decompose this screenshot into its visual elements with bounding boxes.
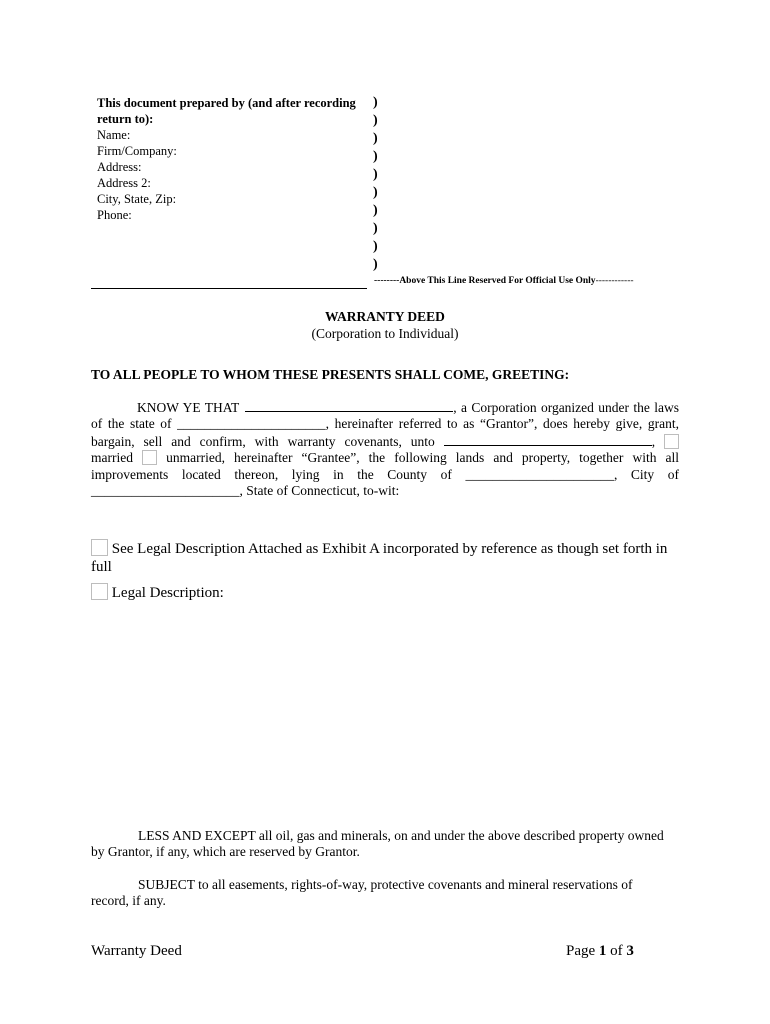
know-ye-label: KNOW YE THAT — [137, 400, 240, 415]
married-label: married — [91, 450, 133, 466]
state-ct-text: , State of Connecticut, to-wit: — [239, 483, 400, 499]
checkbox[interactable] — [664, 434, 679, 449]
exhibit-option-label: See Legal Description Attached as Exhibit A incorporated by reference as though set forth in — [111, 541, 668, 557]
body-line-3 — [91, 433, 679, 450]
subject-line-1: SUBJECT to all easements, rights-of-way, protective covenants and mineral reservations of — [138, 877, 633, 892]
state-label: of the state of — [91, 416, 172, 432]
reserved-dashes-left: -------- — [374, 276, 400, 286]
grantee-name-field[interactable] — [444, 433, 652, 446]
state-blank[interactable]: ______________________ — [177, 416, 326, 432]
field-name-label: Name: — [97, 128, 131, 142]
of-label: of — [610, 943, 623, 959]
conveyance-paragraph — [91, 399, 679, 499]
reserved-dashes-right: ------------ — [595, 276, 634, 286]
subject-line-2: record, if any. — [91, 893, 166, 909]
county-blank[interactable]: ______________________ — [465, 466, 614, 482]
field-address-label: Address: — [97, 160, 142, 174]
unmarried-text: unmarried, hereinafter “Grantee”, the following lands and property, together with all — [166, 450, 680, 466]
legal-description-option — [91, 583, 681, 602]
page-label: Page — [566, 943, 596, 959]
reserved-text: Above This Line Reserved For Official Use Only — [399, 276, 596, 286]
preparer-block — [97, 95, 367, 223]
preparer-heading: This document prepared by (and after recording return to): — [97, 96, 356, 126]
checkbox[interactable] — [91, 583, 108, 600]
document-subtitle: (Corporation to Individual) — [311, 326, 459, 341]
checkbox[interactable] — [91, 539, 108, 556]
less-except-paragraph — [91, 828, 679, 861]
preparer-signature-line — [91, 288, 367, 289]
field-firm-label: Firm/Company: — [97, 144, 177, 158]
less-except-line-2: by Grantor, if any, which are reserved by Grantor. — [91, 844, 360, 860]
paren: ) — [373, 95, 378, 110]
exhibit-option-cont: full — [91, 559, 112, 575]
page-indicator — [566, 943, 634, 960]
field-address2-label: Address 2: — [97, 176, 151, 190]
body-line-6 — [91, 483, 679, 499]
grantor-name-field[interactable] — [245, 399, 453, 412]
less-except-line-1: LESS AND EXCEPT all oil, gas and minerals, on and under the above described property owned — [138, 828, 664, 843]
greeting-heading: TO ALL PEOPLE TO WHOM THESE PRESENTS SHALL COME, GREETING: — [91, 367, 570, 382]
page-number: 1 — [598, 943, 607, 959]
body-line-2 — [91, 416, 679, 432]
paren: ) — [373, 203, 378, 218]
paren: ) — [373, 257, 378, 272]
paren: ) — [373, 239, 378, 254]
grantor-text: , hereinafter referred to as “Grantor”, does hereby give, grant, — [325, 416, 679, 432]
official-use-banner — [374, 276, 634, 286]
body-line-1 — [91, 399, 679, 416]
paren: ) — [373, 149, 378, 164]
paren: ) — [373, 185, 378, 200]
body-line-4 — [91, 450, 679, 466]
document-title: WARRANTY DEED — [325, 309, 445, 324]
city-blank[interactable]: ______________________ — [91, 483, 240, 499]
bargain-text: bargain, sell and confirm, with warranty covenants, unto — [91, 433, 435, 449]
field-city-state-zip-label: City, State, Zip: — [97, 192, 177, 206]
county-text: improvements located thereon, lying in the County of — [91, 466, 452, 482]
footer-doc-title: Warranty Deed — [91, 943, 182, 959]
city-label: , City of — [613, 466, 679, 482]
subject-paragraph — [91, 877, 679, 910]
legal-description-label: Legal Description: — [111, 585, 224, 601]
paren: ) — [373, 113, 378, 128]
page-total: 3 — [626, 943, 634, 959]
checkbox[interactable] — [142, 450, 157, 465]
paren-column — [373, 94, 378, 274]
paren: ) — [373, 167, 378, 182]
paren: ) — [373, 221, 378, 236]
comma-text: , — [651, 433, 656, 449]
corp-text: , a Corporation organized under the laws — [453, 400, 679, 415]
body-line-5 — [91, 467, 679, 483]
exhibit-option — [91, 539, 681, 576]
field-phone-label: Phone: — [97, 208, 132, 222]
paren: ) — [373, 131, 378, 146]
